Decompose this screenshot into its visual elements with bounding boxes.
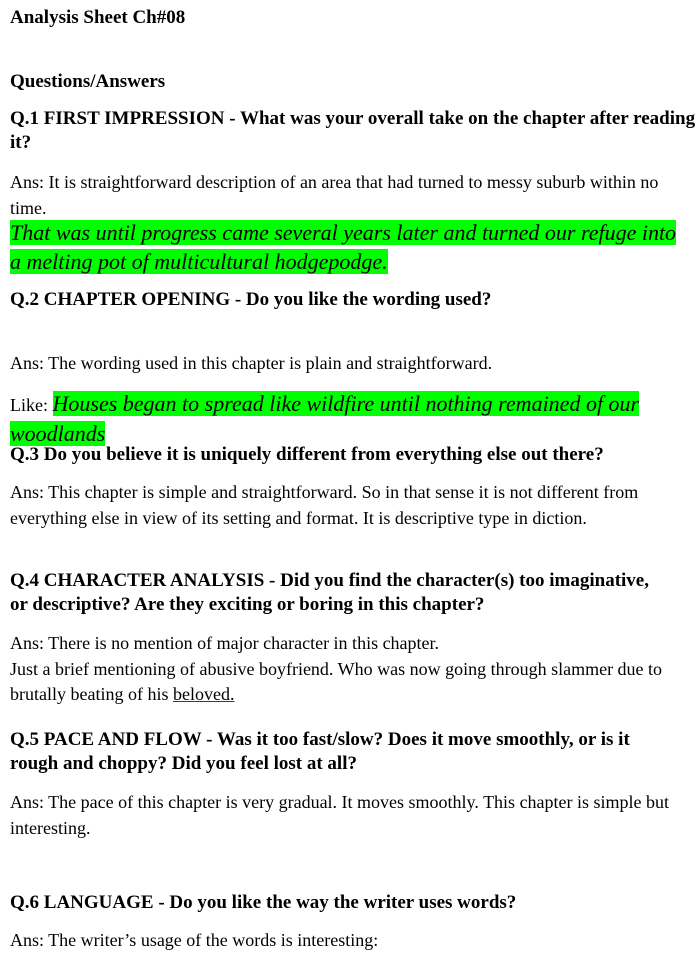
q1-highlight: That was until progress came several years later and turned our refuge into a melting pot of multicultural hodgepodge. [10, 220, 677, 274]
q1-question: Q.1 FIRST IMPRESSION - What was your overall take on the chapter after reading it? [10, 108, 696, 153]
q4-answer-line1: Ans: There is no mention of major character in this chapter. [10, 633, 440, 653]
q3-answer: Ans: This chapter is simple and straightforward. So in that sense it is not different from everything else in view of its setting and format. It is descriptive type in diction. [10, 482, 639, 528]
q4-answer-line2 [10, 657, 692, 708]
q6-answer: Ans: The writer’s usage of the words is interesting: [10, 930, 379, 950]
q2-highlight: Houses began to spread like wildfire until nothing remained of our woodlands [10, 391, 640, 446]
q4-answer [10, 631, 692, 708]
q2-question: Q.2 CHAPTER OPENING - Do you like the wording used? [10, 289, 492, 310]
q6-question: Q.6 LANGUAGE - Do you like the way the writer uses words? [10, 892, 517, 913]
q2-like-label: Like: [10, 395, 53, 415]
section-heading: Questions/Answers [10, 71, 166, 92]
q4-question: Q.4 CHARACTER ANALYSIS - Did you find the character(s) too imaginative, or descriptive? Are they exciting or boring in this chapter? [10, 570, 649, 615]
q1-quote [10, 218, 692, 276]
q5-question: Q.5 PACE AND FLOW - Was it too fast/slow? Does it move smoothly, or is it rough and choppy? Did you feel lost at all? [10, 729, 630, 774]
beloved-link[interactable]: beloved. [172, 684, 235, 704]
doc-title: Analysis Sheet Ch#08 [10, 7, 186, 28]
q2-answer: Ans: The wording used in this chapter is plain and straightforward. [10, 353, 493, 373]
q2-example [10, 389, 692, 448]
q5-answer: Ans: The pace of this chapter is very gradual. It moves smoothly. This chapter is simple but interesting. [10, 792, 670, 838]
q4-answer-text: Just a brief mentioning of abusive boyfriend. Who was now going through slammer due to brutally beating of his [10, 658, 663, 704]
q1-answer: Ans: It is straightforward description of an area that had turned to messy suburb within no time. [10, 172, 659, 218]
q3-question: Q.3 Do you believe it is uniquely different from everything else out there? [10, 444, 604, 465]
